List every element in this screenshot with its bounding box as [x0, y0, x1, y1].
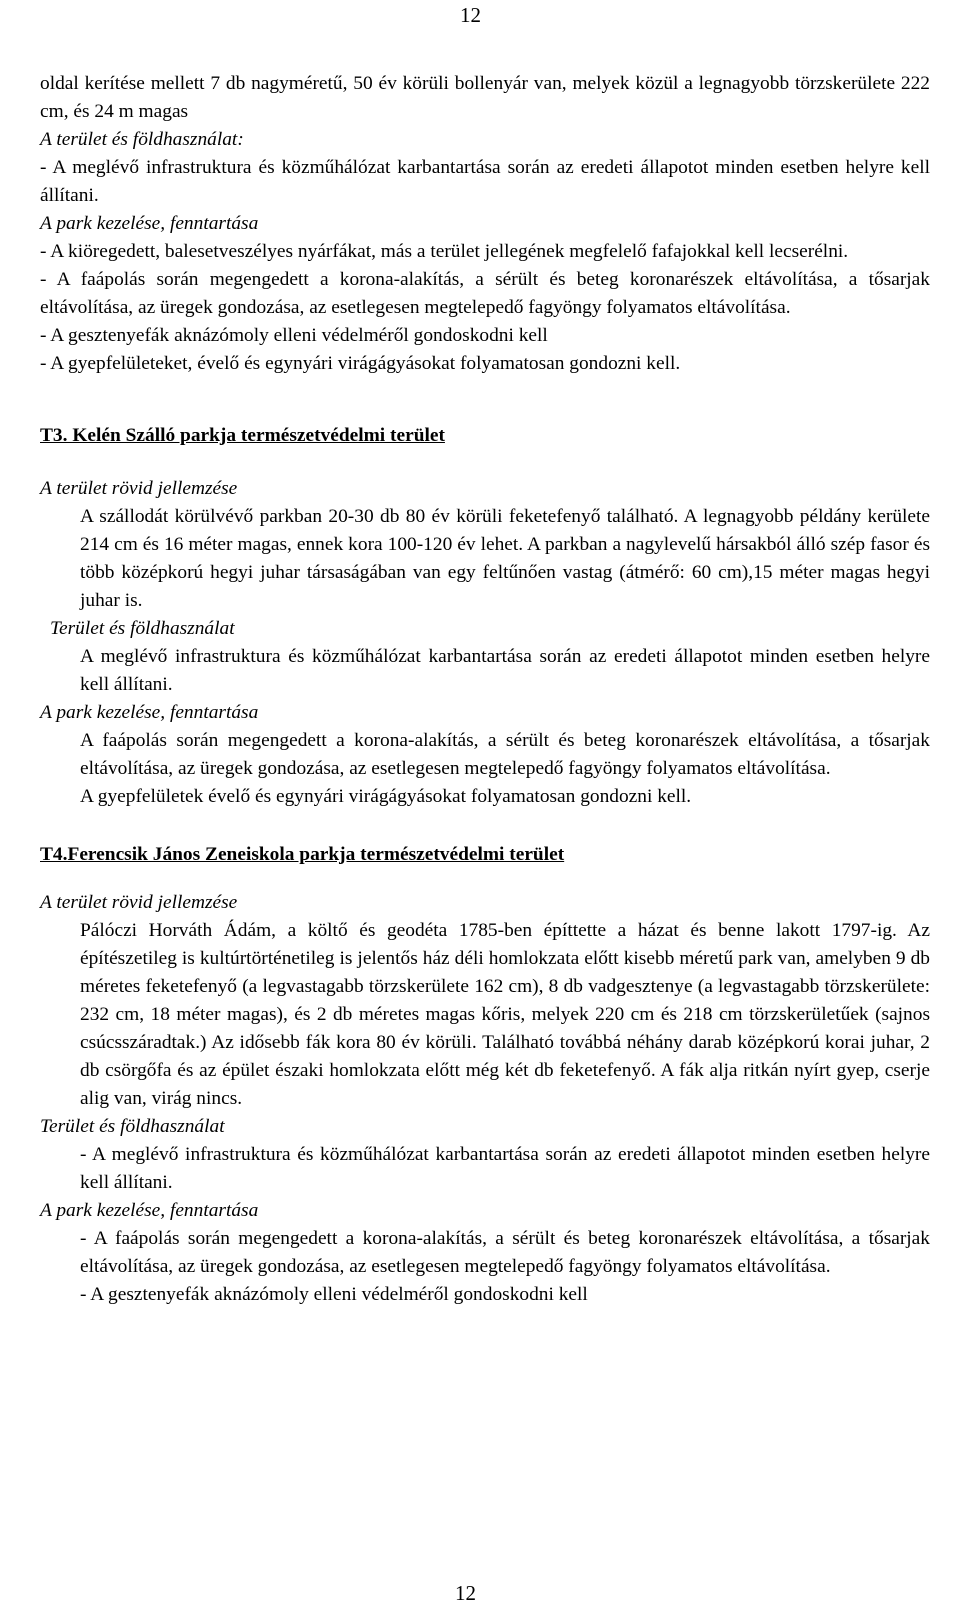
- t3-park-heading: A park kezelése, fenntartása: [40, 702, 259, 723]
- t4-park-heading: A park kezelése, fenntartása: [40, 1200, 259, 1221]
- t4-park-item: - A faápolás során megengedett a korona-alakítás, a sérült és beteg koronarészek eltávolítása, a tősarjak eltávolítása, az üregek gondozása, az esetlegesen megtelepedő fagyöngy folyamatos eltávolítása.: [80, 1228, 930, 1277]
- intro-park-item: - A gesztenyefák aknázómoly elleni védelméről gondoskodni kell: [40, 325, 548, 346]
- t3-desc-text: A szállodát körülvévő parkban 20-30 db 80 év körüli feketefenyő található. A legnagyobb példány kerülete 214 cm és 16 méter magas, ennek kora 100-120 év lehet. A parkban a nagylevelű hársakból álló szép fasor és több középkorú hegyi juhar társaságában van egy feltűnően vastag (átmérő: 60 cm),15 méter magas hegyi juhar is.: [80, 506, 930, 611]
- intro-paragraph: oldal kerítése mellett 7 db nagyméretű, 50 év körüli bollenyár van, melyek közül a legnagyobb törzskerülete 222 cm, és 24 m magas: [40, 73, 930, 122]
- t3-park-text: A gyepfelületek évelő és egynyári virágágyásokat folyamatosan gondozni kell.: [80, 786, 692, 807]
- intro-land-use-text: - A meglévő infrastruktura és közműhálózat karbantartása során az eredeti állapotot minden esetben helyre kell állítani.: [40, 157, 930, 206]
- t3-section-title: T3. Kelén Szálló parkja természetvédelmi terület: [40, 425, 445, 446]
- t4-section-title: T4.Ferencsik János Zeneiskola parkja természetvédelmi terület: [40, 844, 565, 865]
- intro-park-heading: A park kezelése, fenntartása: [40, 213, 259, 234]
- page-number-bottom: 12: [455, 1581, 476, 1605]
- t3-land-use-text: A meglévő infrastruktura és közműhálózat karbantartása során az eredeti állapotot minden esetben helyre kell állítani.: [80, 646, 930, 695]
- intro-park-item: - A kiöregedett, balesetveszélyes nyárfákat, más a terület jellegének megfelelő fafajokkal kell lecserélni.: [40, 241, 849, 262]
- page-number-top: 12: [460, 3, 481, 27]
- t4-desc-heading: A terület rövid jellemzése: [40, 892, 238, 913]
- document-body: [40, 70, 930, 1309]
- t4-park-item: - A gesztenyefák aknázómoly elleni védelméről gondoskodni kell: [80, 1284, 588, 1305]
- t3-land-use-heading: Terület és földhasználat: [50, 618, 235, 639]
- t4-desc-text: Pálóczi Horváth Ádám, a költő és geodéta 1785-ben építtette a házat és benne lakott 1797-ig. Az építészetileg is kultúrtörténetileg is jelentős ház déli homlokzata előtt kisebb méretű park van, amelyben 9 db méretes feketefenyő (a legvastagabb törzskerülete 162 cm), 8 db vadgesztenye (a legvastagabb törzskerülete: 232 cm, 18 méter magas), és 2 db méretes magas kőris, melyek 220 cm és 218 cm törzskerületűek (sajnos csúcsszáradtak.) Az idősebb fák kora 80 év körüli. Található továbbá néhány darab középkorú korai juhar, 2 db csörgőfa és az épület északi homlokzata előtt még két db feketefenyő. A fák alja ritkán nyírt gyep, cserje alig van, virág nincs.: [80, 920, 930, 1109]
- t3-desc-heading: A terület rövid jellemzése: [40, 478, 238, 499]
- t4-land-use-heading: Terület és földhasználat: [40, 1116, 225, 1137]
- intro-land-use-heading: A terület és földhasználat:: [40, 129, 244, 150]
- intro-park-item: - A gyepfelületeket, évelő és egynyári virágágyásokat folyamatosan gondozni kell.: [40, 353, 681, 374]
- intro-park-item: - A faápolás során megengedett a korona-alakítás, a sérült és beteg koronarészek eltávolítása, a tősarjak eltávolítása, az üregek gondozása, az esetlegesen megtelepedő fagyöngy folyamatos eltávolítása.: [40, 269, 930, 318]
- t3-park-text: A faápolás során megengedett a korona-alakítás, a sérült és beteg koronarészek eltávolítása, a tősarjak eltávolítása, az üregek gondozása, az esetlegesen megtelepedő fagyöngy folyamatos eltávolítása.: [80, 730, 930, 779]
- t4-land-use-text: - A meglévő infrastruktura és közműhálózat karbantartása során az eredeti állapotot minden esetben helyre kell állítani.: [80, 1144, 930, 1193]
